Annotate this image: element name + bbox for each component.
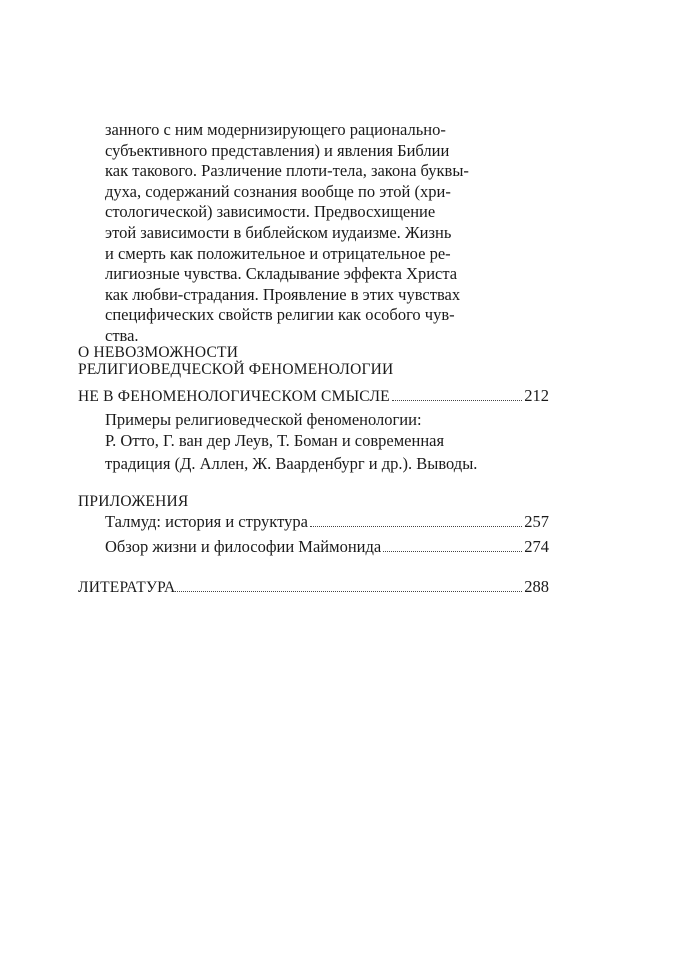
- toc-entry-talmud[interactable]: [105, 512, 549, 532]
- paragraph-line: и смерть как положительное и отрицательное ре-: [105, 243, 451, 263]
- section-title-line: О НЕВОЗМОЖНОСТИ: [78, 344, 239, 361]
- paragraph-line: лигиозные чувства. Складывание эффекта Христа: [105, 264, 458, 284]
- section-summary-line: Р. Отто, Г. ван дер Леув, Т. Боман и современная: [105, 431, 445, 450]
- leader-dots: [392, 399, 522, 401]
- leader-dots: [310, 525, 522, 527]
- paragraph-line: стологической) зависимости. Предвосхищение: [105, 202, 436, 222]
- toc-entry-maimonides[interactable]: [105, 537, 549, 557]
- section-title-line: НЕ В ФЕНОМЕНОЛОГИЧЕСКОМ СМЫСЛЕ: [78, 388, 390, 405]
- toc-entry-literature[interactable]: [78, 577, 549, 597]
- paragraph-line: занного с ним модернизирующего рационально-: [105, 120, 446, 139]
- leader-dots: [383, 550, 522, 552]
- section-title: ЛИТЕРАТУРА: [78, 579, 176, 596]
- page-number: 274: [524, 537, 549, 556]
- paragraph-line: субъективного представления) и явления Библии: [105, 140, 450, 160]
- page-number: 212: [524, 386, 549, 405]
- section-summary-line: Примеры религиоведческой феноменологии:: [105, 410, 422, 429]
- paragraph-line: как такового. Различение плоти-тела, закона буквы-: [105, 161, 469, 181]
- section-summary-line: традиция (Д. Аллен, Ж. Ваарденбург и др.). Выводы.: [105, 454, 478, 473]
- toc-entry-title: Талмуд: история и структура: [105, 512, 308, 531]
- paragraph-line: ства.: [105, 325, 139, 345]
- section-title: ПРИЛОЖЕНИЯ: [78, 493, 189, 510]
- paragraph-line: духа, содержаний сознания вообще по этой (хри-: [105, 181, 451, 201]
- paragraph-line: специфических свойств религии как особого чув-: [105, 305, 455, 325]
- toc-entry-title: Обзор жизни и философии Маймонида: [105, 537, 382, 556]
- page-number: 257: [524, 512, 549, 531]
- leader-dots: [175, 590, 522, 592]
- paragraph-line: этой зависимости в библейском иудаизме. Жизнь: [105, 222, 452, 242]
- toc-entry-phenomenology[interactable]: [78, 386, 549, 406]
- page-number: 288: [524, 577, 549, 596]
- paragraph-line: как любви-страдания. Проявление в этих чувствах: [105, 284, 461, 304]
- intro-paragraph: [105, 120, 525, 347]
- section-title-line: РЕЛИГИОВЕДЧЕСКОЙ ФЕНОМЕНОЛОГИИ: [78, 361, 394, 378]
